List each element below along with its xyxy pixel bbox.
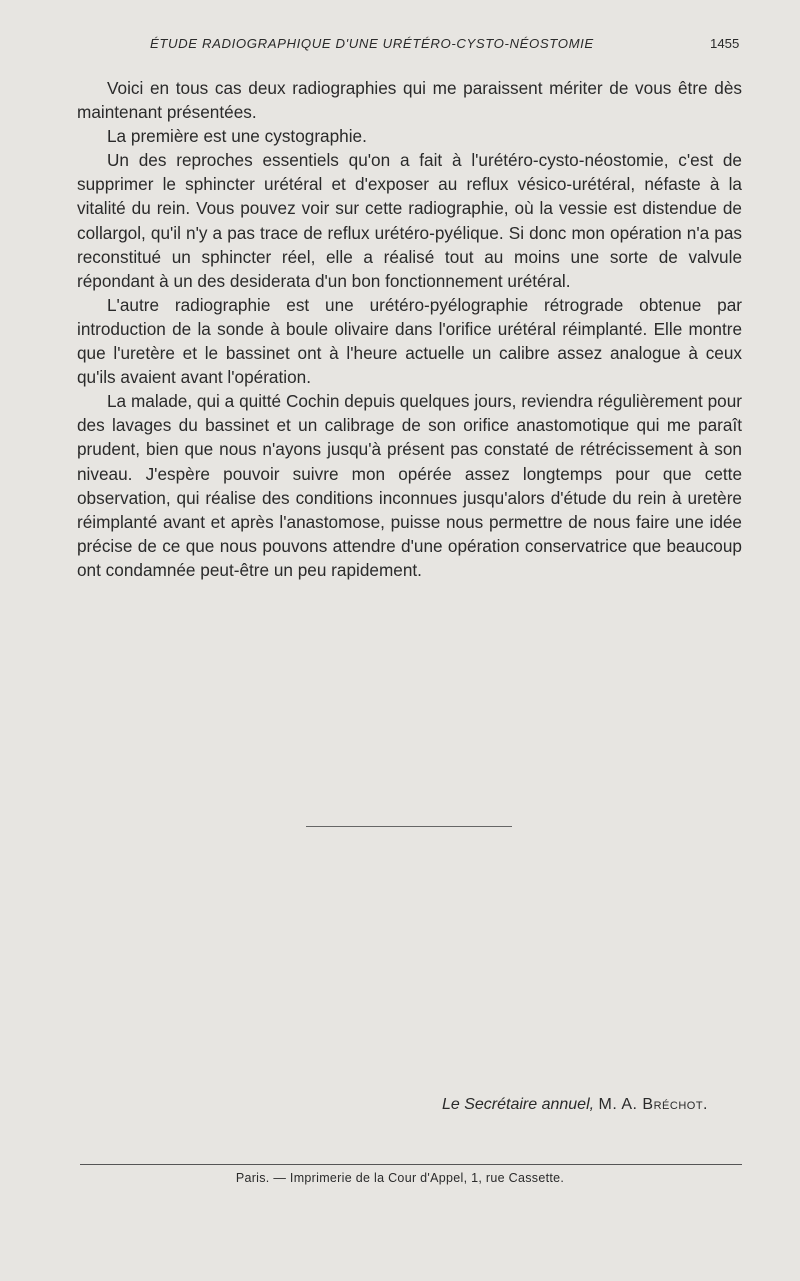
paragraph: Un des reproches essentiels qu'on a fait à l'urétéro-cysto-néostomie, c'est de supprimer le sphincter urétéral et d'exposer au reflux vésico-urétéral, néfaste à la vitalité du rein. Vous pouvez voir sur cette radiographie, où la vessie est distendue de collargol, qu'il n'y a pas trace de reflux urétéro-pyélique. Si donc mon opération n'a pas reconstitué un sphincter réel, elle a réalisé tout au moins une sorte de valvule répondant à un des desiderata d'un bon fonctionnement urétéral. [77,150,742,291]
footer-rule [80,1164,742,1165]
signature-role: Le Secrétaire annuel, [441,1096,595,1113]
paragraph: Voici en tous cas deux radiographies qui me paraissent mériter de vous être dès maintenant présentées. [77,78,742,123]
page-number: 1455 [710,36,740,51]
signature-name: M. A. Bréchot. [598,1096,708,1113]
signature [442,1096,708,1114]
paragraph: L'autre radiographie est une urétéro-pyélographie rétrograde obtenue par introduction de la sonde à boule olivaire dans l'orifice urétéral réimplanté. Elle montre que l'uretère et le bassinet ont à l'heure actuelle un calibre assez analogue à ceux qu'ils avaient avant l'opération. [77,294,742,388]
paragraph: La malade, qui a quitté Cochin depuis quelques jours, reviendra régulièrement pour des lavages du bassinet et un calibrage de son orifice anastomotique qui me paraît prudent, bien que nous n'ayons jusqu'à présent pas constaté de rétrécissement à son niveau. J'espère pouvoir suivre mon opérée assez longtemps pour que cette observation, qui réalise des conditions inconnues jusqu'alors d'étude du rein à uretère réimplanté avant et après l'anastomose, puisse nous permettre de nous faire une idée précise de ce que nous pouvons attendre d'une opération conservatrice que beaucoup ont condamnée peut-être un peu rapidement. [77,391,742,580]
paragraph: La première est une cystographie. [107,126,367,147]
body-text [77,76,742,582]
section-divider [306,826,512,827]
running-title: ÉTUDE RADIOGRAPHIQUE D'UNE URÉTÉRO-CYSTO-NÉOSTOMIE [150,36,594,51]
printer-imprint: Paris. — Imprimerie de la Cour d'Appel, 1, rue Cassette. [235,1171,565,1185]
